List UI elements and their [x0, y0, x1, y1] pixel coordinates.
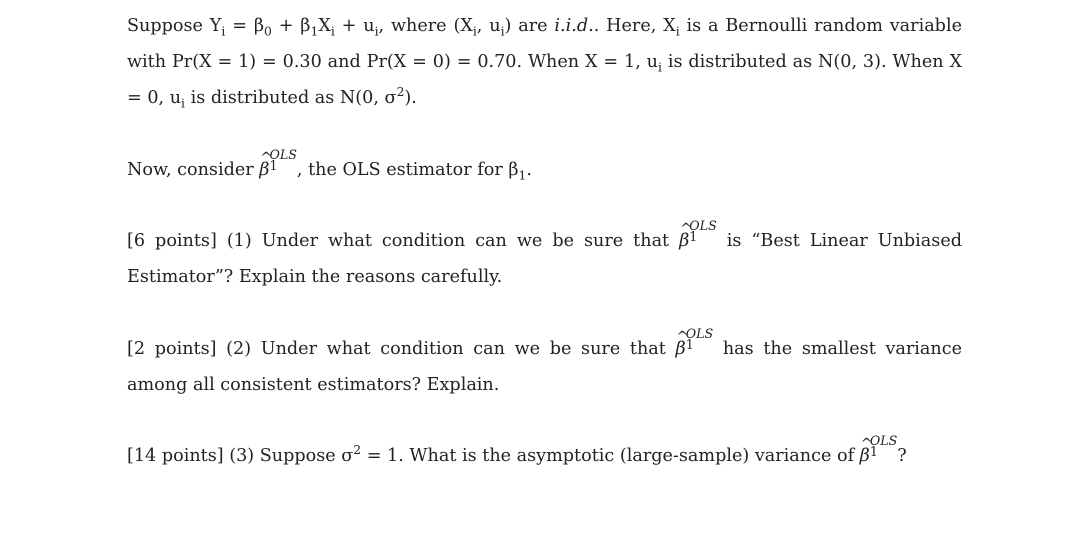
question-2: [2 points] (2) Under what condition can we be sure that ^ β OLS 1 has the smallest variance among all consistent estimators? Explain.: [127, 326, 962, 395]
question-1: [6 points] (1) Under what condition can we be sure that ^ β OLS 1 is “Best Linear Unbiased Estimator”? Explain the reasons carefully.: [127, 218, 963, 287]
beta-hat-ols-symbol: ^ β: [259, 150, 273, 180]
beta-hat-ols-symbol: ^ β: [859, 436, 873, 466]
estimator-definition: Now, consider ^ β OLS 1 , the OLS estimator for $\beta_1$.: [127, 152, 962, 188]
beta-hat-ols-symbol: ^ β: [679, 221, 692, 251]
question-3: [14 points] (3) Suppose $\sigma^2 = 1$. What is the asymptotic (large-sample) variance of ^ β OLS 1 ?: [127, 438, 962, 474]
model-setup-paragraph: Suppose $Y_i = \beta_0 + \beta_1X_i + u_i$, where ($X_i$, $u_i$) are i.i.d.. Here, $X_i$ is a Bernoulli random variable with Pr(X = 1) = 0.30 and Pr(X = 0) = 0.70. When X = 1, $u_i$ is distributed as N(0, 3). When X = 0, $u_i$ is distributed as N(0, $\sigma^2$).: [127, 16, 962, 111]
beta-hat-ols-symbol: ^ β: [675, 329, 689, 359]
